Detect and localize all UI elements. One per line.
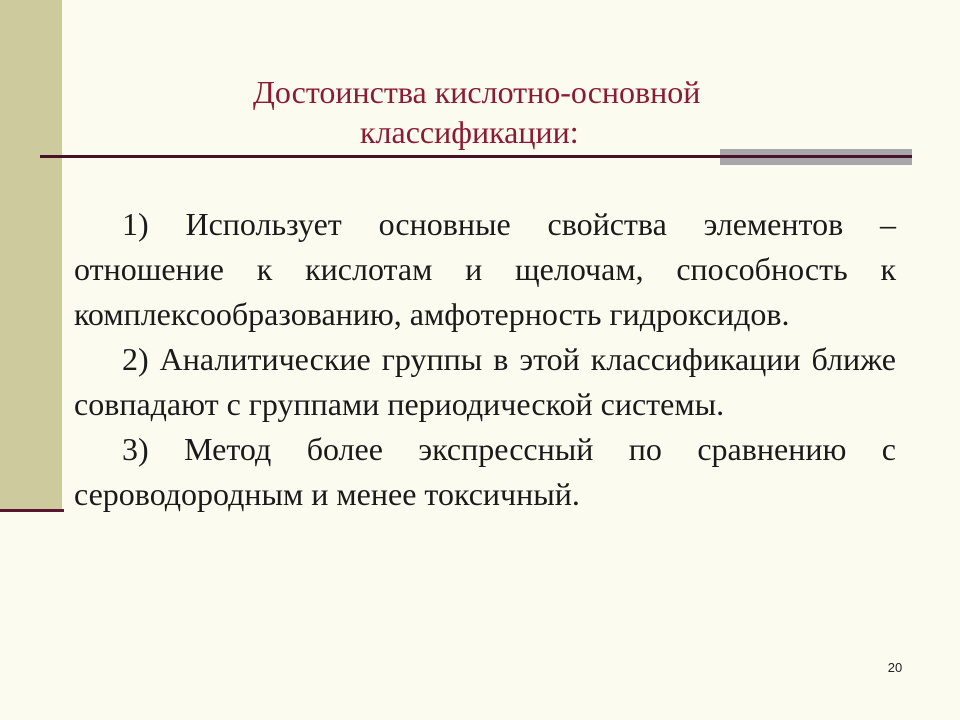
left-decorative-bar	[0, 0, 62, 512]
point-1: 1) Использует основные свойства элементов – отношение к кислотам и щелочам, способность к комплексообразованию, амфотерность гидроксидов.	[74, 206, 896, 332]
slide-title-line-1: Достоинства кислотно-основной	[253, 74, 701, 110]
point-2: 2) Аналитические группы в этой классификации ближе совпадают с группами периодической системы.	[74, 341, 896, 422]
title-rule	[40, 155, 912, 158]
left-bar-underline	[0, 509, 64, 512]
slide-title-line-2: классификации:	[360, 114, 579, 150]
point-3: 3) Метод более экспрессный по сравнению с сероводородным и менее токсичный.	[74, 431, 896, 512]
slide-title	[90, 72, 850, 152]
slide-body	[74, 202, 896, 517]
page-number: 20	[887, 660, 903, 675]
